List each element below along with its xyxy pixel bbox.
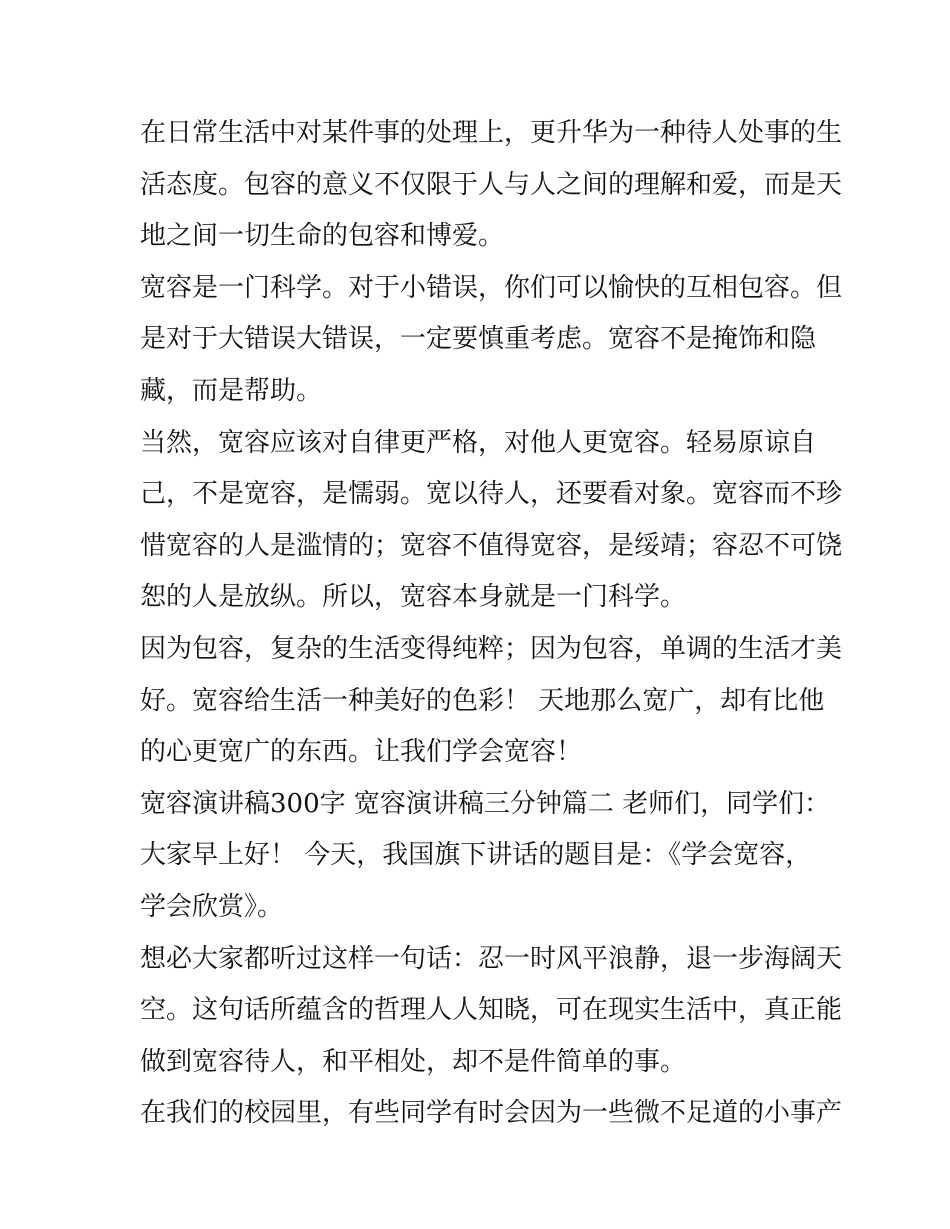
- text-line-7: 当然，宽容应该对自律更严格，对他人更宽容。轻易原谅自: [140, 427, 817, 458]
- text-line-17: 想必大家都听过这样一句话：忍一时风平浪静，退一步海阔天: [140, 943, 843, 974]
- text-line-8: 己，不是宽容，是懦弱。宽以待人，还要看对象。宽容而不珍: [140, 479, 843, 510]
- text-line-4: 宽容是一门科学。对于小错误，你们可以愉快的互相包容。但: [140, 272, 843, 303]
- body-text: [140, 108, 843, 1140]
- text-line-19: 做到宽容待人，和平相处，却不是件简单的事。: [140, 1046, 687, 1077]
- text-line-1: 在日常生活中对某件事的处理上，更升华为一种待人处事的生: [140, 118, 843, 148]
- text-line-16: 学会欣赏》。: [140, 891, 284, 922]
- text-line-18: 空。这句话所蕴含的哲理人人知晓，可在现实生活中，真正能: [140, 995, 843, 1026]
- text-line-5: 是对于大错误大错误，一定要慎重考虑。宽容不是掩饰和隐: [140, 324, 817, 355]
- text-line-12: 好。宽容给生活一种美好的色彩！ 天地那么宽广，却有比他: [140, 685, 825, 716]
- text-line-11: 因为包容，复杂的生活变得纯粹；因为包容，单调的生活才美: [140, 633, 843, 664]
- text-line-13: 的心更宽广的东西。让我们学会宽容！: [140, 737, 583, 768]
- text-line-6: 藏，而是帮助。: [140, 375, 323, 406]
- text-line-2: 活态度。包容的意义不仅限于人与人之间的理解和爱，而是天: [140, 169, 843, 200]
- text-line-10: 恕的人是放纵。所以，宽容本身就是一门科学。: [140, 582, 687, 613]
- text-line-20: 在我们的校园里，有些同学有时会因为一些微不足道的小事产: [140, 1098, 843, 1129]
- text-line-3: 地之间一切生命的包容和博爱。: [140, 221, 505, 252]
- text-line-14: 宽容演讲稿300字 宽容演讲稿三分钟篇二 老师们，同学们：: [140, 788, 831, 819]
- text-line-15: 大家早上好！ 今天，我国旗下讲话的题目是：《学会宽容，: [140, 840, 812, 871]
- text-line-9: 惜宽容的人是滥情的；宽容不值得宽容，是绥靖；容忍不可饶: [140, 530, 843, 561]
